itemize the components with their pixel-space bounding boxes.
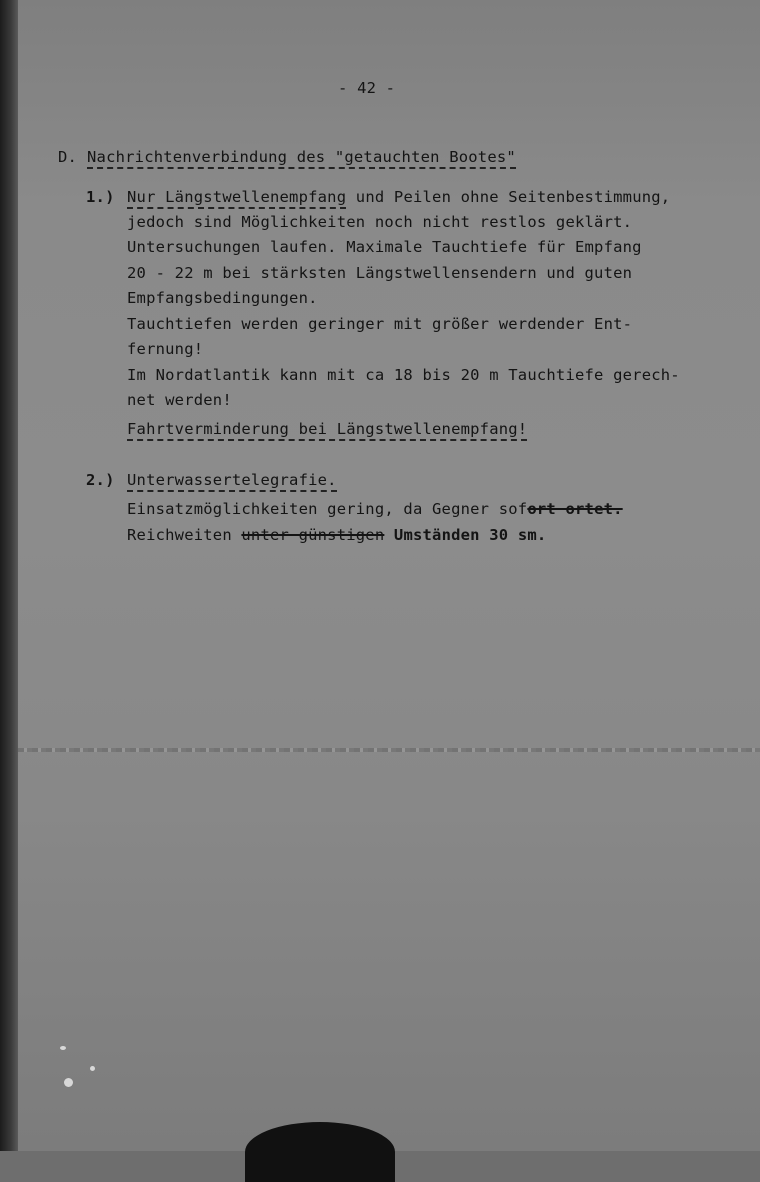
- item-1-lead: Nur Längstwellenempfang: [127, 188, 346, 209]
- film-left-edge: [0, 0, 18, 1151]
- document-page: [18, 0, 760, 1151]
- item-2-line-1-struck: ort ortet.: [527, 500, 623, 518]
- item-1-line: Empfangsbedingungen.: [127, 289, 318, 307]
- item-2-line-2-struck: unter günstigen: [241, 526, 385, 544]
- section-marker: D.: [58, 148, 78, 166]
- item-1-line: Im Nordatlantik kann mit ca 18 bis 20 m Tauchtiefe gerech-: [127, 366, 680, 384]
- item-1-lead-rest: und Peilen ohne Seitenbestimmung,: [355, 188, 671, 206]
- item-2-line-2-start: Reichweiten: [127, 526, 242, 544]
- punch-hole: [245, 1122, 395, 1182]
- item-1-line: Tauchtiefen werden geringer mit größer werdender Ent-: [127, 315, 633, 333]
- item-2-line-2-rest: Umständen 30 sm.: [384, 526, 547, 544]
- dust-speck: [64, 1078, 73, 1087]
- item-2-line-1-text: Einsatzmöglichkeiten gering, da Gegner sof: [127, 500, 528, 518]
- item-1-line: fernung!: [127, 340, 204, 358]
- section-heading: Nachrichtenverbindung des "getauchten Bootes": [87, 148, 516, 169]
- item-1-first-line: [127, 188, 670, 206]
- page-number: - 42 -: [338, 79, 396, 97]
- item-2-number: 2.): [86, 471, 115, 489]
- dust-speck: [60, 1046, 66, 1050]
- item-2-line-1: [127, 500, 623, 518]
- item-1-line: Untersuchungen laufen. Maximale Tauchtiefe für Empfang: [127, 238, 642, 256]
- item-1-closing: Fahrtverminderung bei Längstwellenempfang!: [127, 420, 527, 441]
- item-2-heading: Unterwassertelegrafie.: [127, 471, 337, 492]
- item-1-line: 20 - 22 m bei stärksten Längstwellensendern und guten: [127, 264, 633, 282]
- item-1-line: jedoch sind Möglichkeiten noch nicht restlos geklärt.: [127, 213, 633, 231]
- paper-fold-line: [18, 748, 760, 752]
- dust-speck: [90, 1066, 95, 1071]
- item-2-line-2: [127, 526, 546, 544]
- item-1-number: 1.): [86, 188, 115, 206]
- item-1-line: net werden!: [127, 391, 232, 409]
